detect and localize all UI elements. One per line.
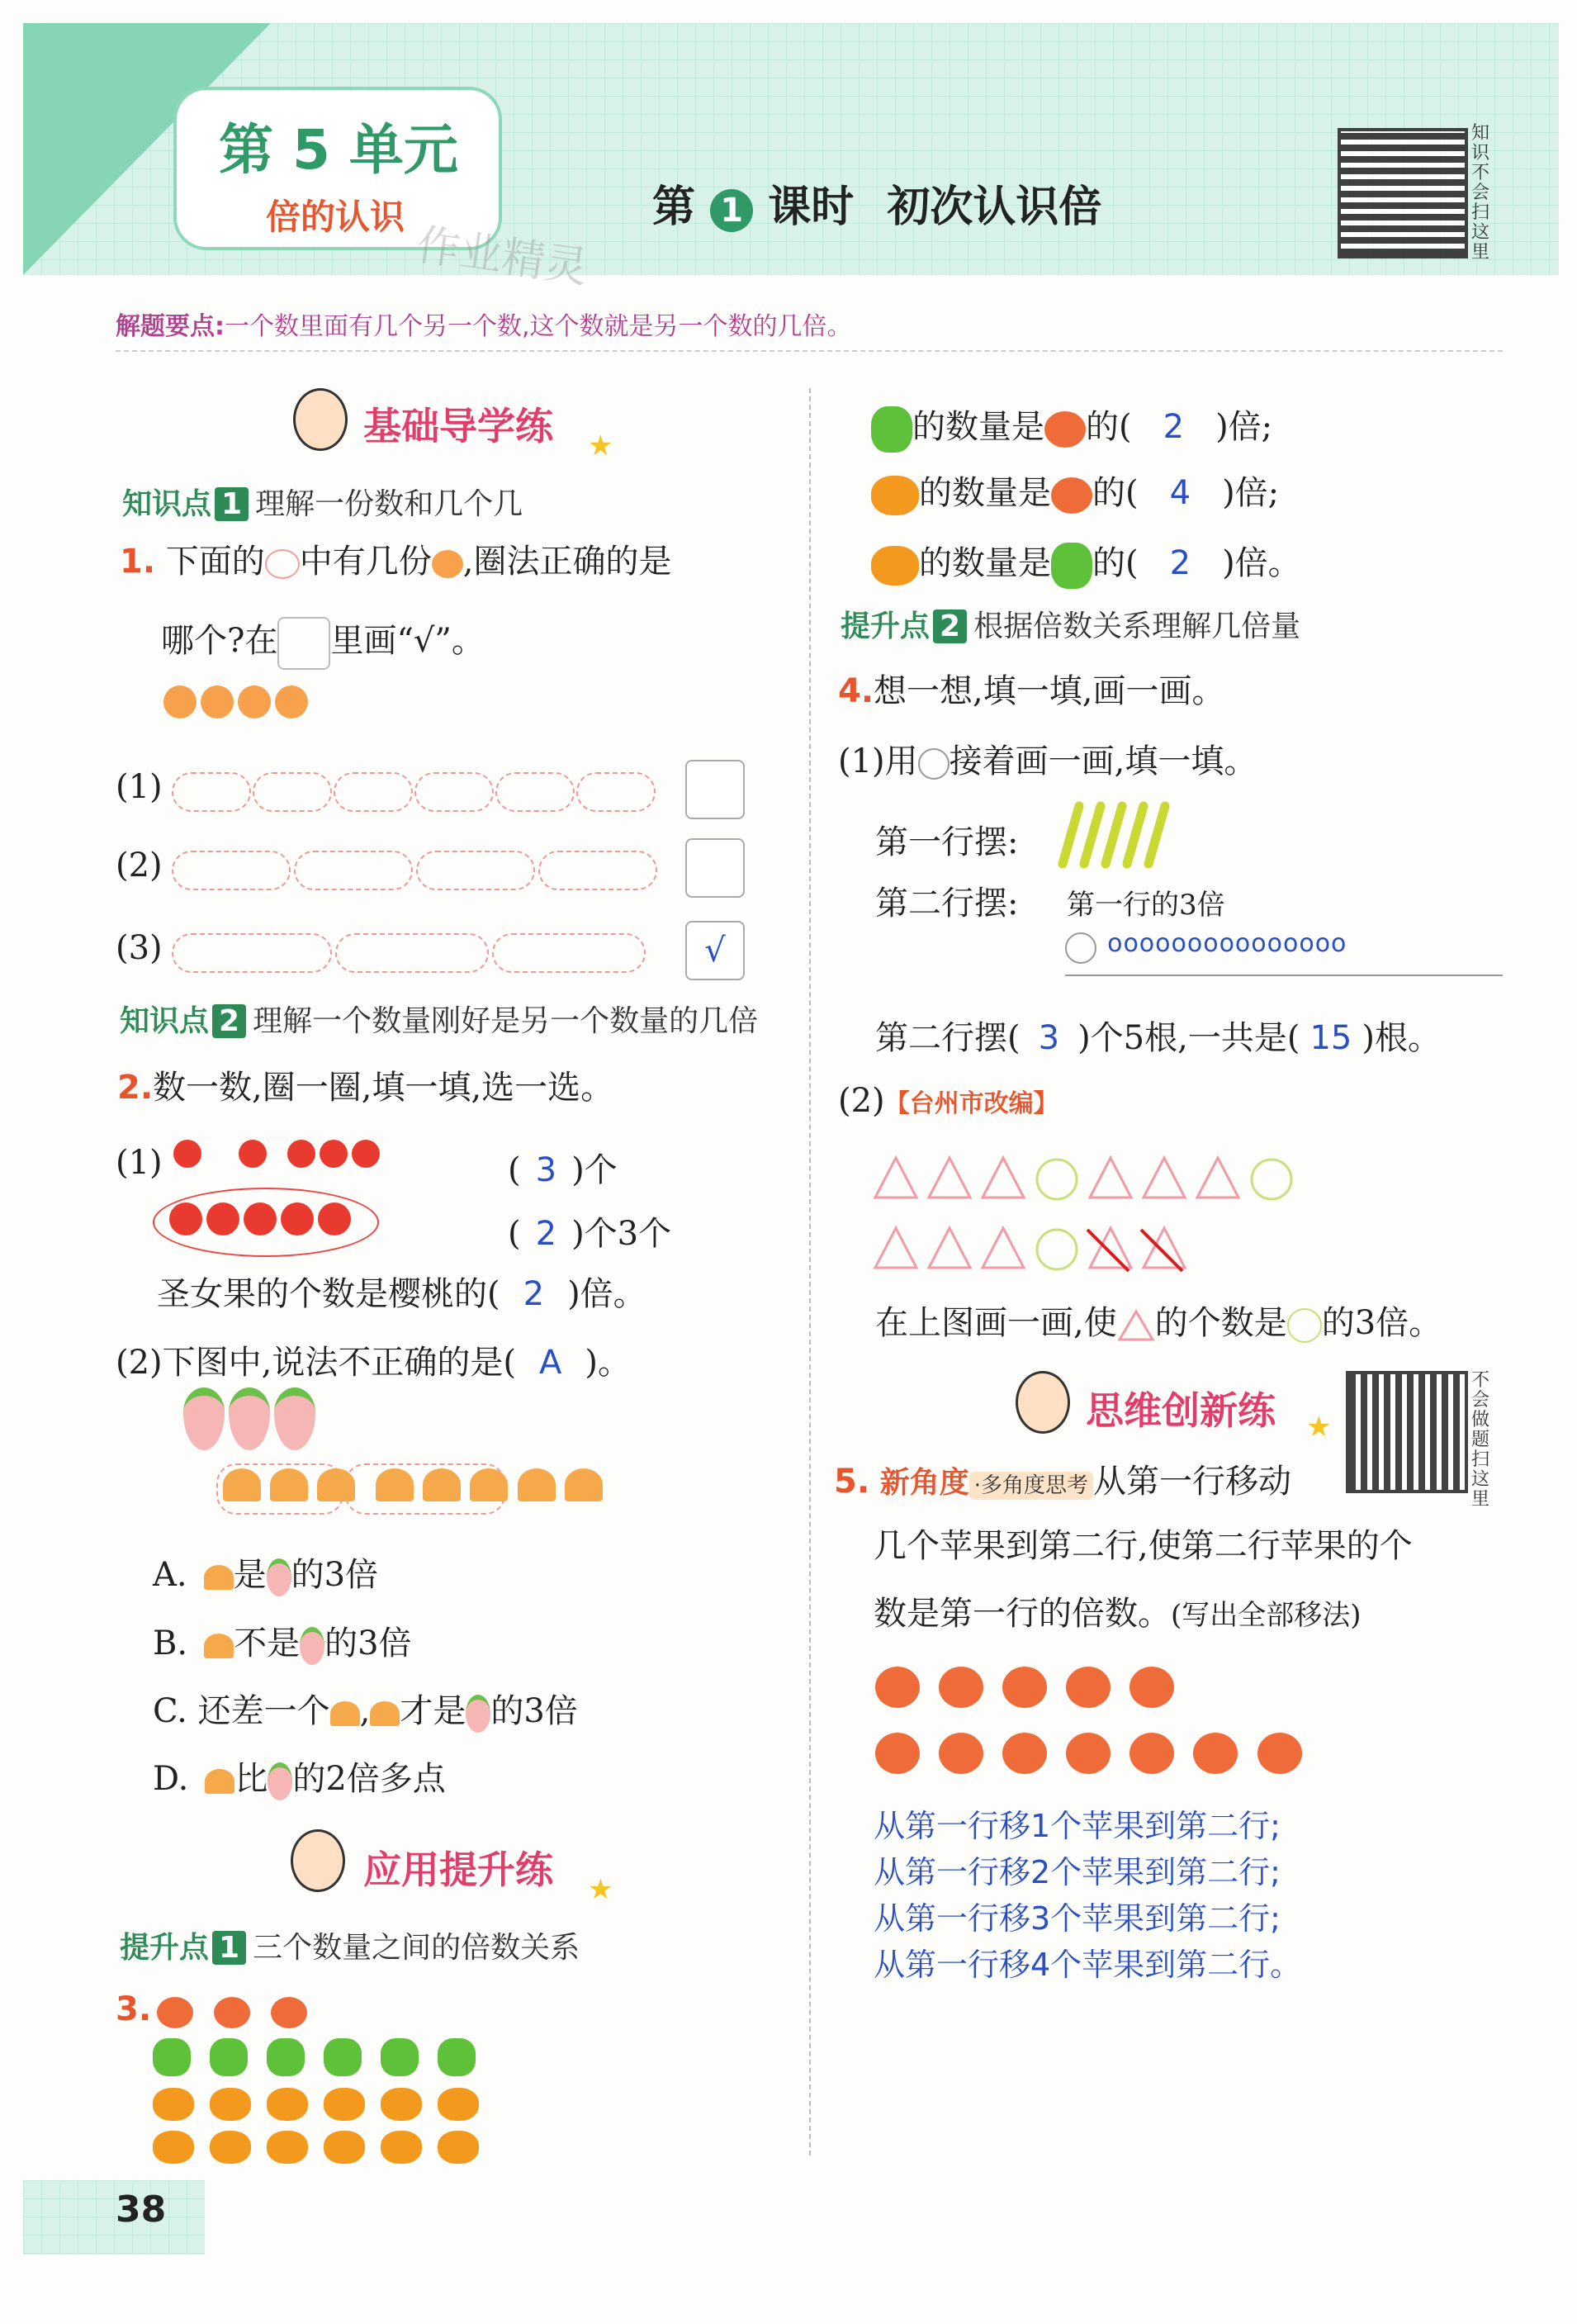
- pumpkin-icon: [381, 2131, 422, 2164]
- q1-answer-box-1[interactable]: [685, 760, 745, 819]
- tomato-icon: [1044, 411, 1086, 448]
- pumpkin-icon: [381, 2088, 422, 2121]
- q4-row1: 第一行摆:: [875, 823, 1019, 861]
- green-pepper-icon: [438, 2038, 476, 2076]
- q3-line3: 的数量是 的( 2 )倍。: [871, 537, 1301, 589]
- mushroom-icon: [470, 1468, 508, 1501]
- pumpkin-icon: [267, 2131, 308, 2164]
- radish-icon: [466, 1695, 490, 1733]
- cherry-tomato-icon: [281, 1202, 314, 1236]
- q3-pumpkin-row: [153, 2088, 479, 2121]
- circle-icon: [918, 748, 950, 780]
- q2-count-2: ( 2 )个3个: [508, 1215, 672, 1253]
- apple-row-1: [875, 1667, 1174, 1708]
- star-icon: ★: [588, 1873, 613, 1906]
- lesson-number-badge: 1: [710, 189, 753, 232]
- mushroom-icon: [223, 1468, 261, 1501]
- tomato-icon: [271, 1997, 307, 2028]
- cherry-tomato-icon: [244, 1202, 277, 1236]
- tomato-icon: [1051, 477, 1092, 514]
- mushroom-icon: [205, 1769, 234, 1794]
- lesson-heading: 第 1 课时 初次认识倍: [652, 183, 1102, 232]
- apple-icon: [939, 1667, 983, 1708]
- q4-shapes-row2: [871, 1218, 1218, 1276]
- page-number: 38: [116, 2189, 167, 2231]
- q1-option-3-label: (3): [116, 929, 163, 967]
- mushroom-row: [223, 1468, 603, 1501]
- q1-answer-box-3[interactable]: √: [685, 921, 745, 980]
- q5-line3: 数是第一行的倍数。(写出全部移法): [874, 1595, 1362, 1633]
- mushroom-icon: [330, 1701, 360, 1726]
- apple-icon: [1129, 1733, 1174, 1774]
- radish-row: [183, 1387, 315, 1450]
- q5-answer-4: 从第一行移4个苹果到第二行。: [874, 1947, 1302, 1983]
- q4-fill: 第二行摆( 3 )个5根,一共是( 15 )根。: [875, 1019, 1441, 1057]
- apple-icon: [875, 1733, 920, 1774]
- cherry-icon: [352, 1140, 380, 1168]
- green-pepper-icon: [381, 2038, 419, 2076]
- q1-option-2-label: (2): [116, 847, 163, 885]
- peach-group: [492, 933, 646, 973]
- green-pepper-icon: [871, 406, 912, 453]
- green-pepper-icon: [324, 2038, 362, 2076]
- pumpkin-icon: [153, 2131, 194, 2164]
- peach-icon: [163, 685, 197, 719]
- peach-icon: [432, 550, 463, 578]
- q1-answer-box-2[interactable]: [685, 838, 745, 898]
- q4-drawn-circles: ooooooooooooooo: [1065, 929, 1503, 976]
- circle-icon: [1065, 932, 1096, 964]
- apple-icon: [939, 1733, 983, 1774]
- q5-answer-3: 从第一行移3个苹果到第二行;: [874, 1900, 1281, 1937]
- pumpkin-icon: [871, 476, 919, 515]
- peach-group: [172, 772, 251, 812]
- apple-icon: [1257, 1733, 1302, 1774]
- qr-side-text: 知识不会扫这里: [1471, 123, 1490, 263]
- peach-group: [576, 772, 656, 812]
- peach-icon: [265, 549, 300, 579]
- knowledge-point-2: 知识点 2 理解一个数量刚好是另一个数量的几倍: [120, 1004, 759, 1038]
- pumpkin-icon: [438, 2088, 479, 2121]
- q5-line1: 5. 新角度 ·多角度思考 从第一行移动: [834, 1463, 1292, 1501]
- unit-title: 第 5 单元: [219, 118, 458, 182]
- radish-icon: [268, 1762, 292, 1800]
- pumpkin-icon: [438, 2131, 479, 2164]
- sticks-icon: [1053, 799, 1177, 870]
- q2-option-c[interactable]: C. 还差一个 , 才是 的3倍: [153, 1685, 578, 1733]
- mushroom-icon: [270, 1468, 308, 1501]
- star-icon: ★: [588, 429, 613, 462]
- apple-row-2: [875, 1733, 1302, 1774]
- column-divider: [809, 388, 811, 2156]
- pumpkin-icon: [153, 2088, 194, 2121]
- peach-group: [294, 851, 413, 890]
- q1-line2: 哪个?在 里画“√”。: [161, 614, 485, 670]
- mushroom-icon: [204, 1634, 234, 1658]
- q4-shapes-row1: [871, 1148, 1333, 1206]
- peach-icon: [238, 685, 271, 719]
- section-apply: 应用提升练: [363, 1847, 553, 1892]
- apple-icon: [1193, 1733, 1238, 1774]
- peach-row: [163, 685, 308, 719]
- q4-part1: (1)用 接着画一画,填一填。: [838, 742, 1257, 780]
- cherry-icons: [173, 1140, 380, 1168]
- cherry-icon: [239, 1140, 267, 1168]
- qr-side-text: 不会做题扫这里: [1471, 1370, 1490, 1510]
- kid-mascot-icon: [291, 1829, 345, 1892]
- q2-part2: (2)下图中,说法不正确的是( A )。: [116, 1344, 631, 1382]
- apple-icon: [1066, 1733, 1111, 1774]
- kid-mascot-icon: [1016, 1371, 1070, 1434]
- peach-group: [334, 772, 413, 812]
- knowledge-point-1: 知识点 1 理解一份数和几个几: [122, 487, 523, 521]
- green-pepper-icon: [210, 2038, 248, 2076]
- cherry-icon: [173, 1140, 201, 1168]
- improvement-point-2: 提升点 2 根据倍数关系理解几倍量: [841, 609, 1301, 643]
- circle-icon: [1287, 1308, 1322, 1343]
- apple-icon: [1002, 1733, 1047, 1774]
- radish-icon: [229, 1387, 270, 1450]
- tomato-icon: [157, 1997, 193, 2028]
- peach-group: [416, 851, 535, 890]
- mushroom-icon: [370, 1701, 400, 1726]
- cherry-tomato-icon: [169, 1202, 202, 1236]
- pumpkin-icon: [210, 2131, 251, 2164]
- q4-row2-note: 第一行的3倍: [1067, 889, 1225, 922]
- q3-pumpkin-row: [153, 2131, 479, 2164]
- radish-icon: [300, 1627, 324, 1665]
- mushroom-icon: [423, 1468, 461, 1501]
- pumpkin-icon: [324, 2088, 365, 2121]
- pumpkin-icon: [267, 2088, 308, 2121]
- cherry-icon: [320, 1140, 348, 1168]
- peach-group: [495, 772, 575, 812]
- pumpkin-icon: [871, 546, 919, 586]
- q3-tomato-row: [157, 1997, 307, 2028]
- cherry-tomato-icon: [206, 1202, 239, 1236]
- peach-icon: [201, 685, 234, 719]
- triangle-icon: [1117, 1309, 1155, 1342]
- q2-part1-label: (1): [116, 1144, 163, 1182]
- q3-pepper-row: [153, 2038, 476, 2076]
- q2-times-sentence: 圣女果的个数是樱桃的( 2 )倍。: [157, 1275, 646, 1313]
- q2-title: 2.数一数,圈一圈,填一填,选一选。: [117, 1069, 614, 1107]
- green-pepper-icon: [153, 2038, 191, 2076]
- q2-option-b[interactable]: B. 不是 的3倍: [153, 1617, 412, 1665]
- peach-group: [172, 851, 291, 890]
- mushroom-icon: [204, 1565, 234, 1590]
- q4-part2: (2)【台州市改编】: [838, 1082, 1058, 1120]
- improvement-point-1: 提升点 1 三个数量之间的倍数关系: [120, 1931, 580, 1965]
- key-point-text: 一个数里面有几个另一个数,这个数就是另一个数的几倍。: [225, 312, 852, 341]
- peach-group: [172, 933, 332, 973]
- answer-box-icon: [277, 617, 330, 670]
- q5-answer-1: 从第一行移1个苹果到第二行;: [874, 1808, 1281, 1844]
- section-think: 思维创新练: [1086, 1388, 1276, 1433]
- section-basic: 基础导学练: [363, 404, 553, 448]
- key-point-box: [116, 304, 1503, 352]
- q4-title: 4.想一想,填一填,画一画。: [838, 672, 1225, 710]
- kid-mascot-icon: [293, 388, 348, 451]
- q1-line1: 1. 下面的 中有几份 ,圈法正确的是: [120, 543, 672, 581]
- q3-number: 3.: [116, 1990, 152, 2028]
- apple-icon: [875, 1667, 920, 1708]
- pumpkin-icon: [210, 2088, 251, 2121]
- green-pepper-icon: [1051, 543, 1092, 589]
- cherry-tomato-icon: [318, 1202, 351, 1236]
- peach-group: [253, 772, 332, 812]
- mushroom-icon: [518, 1468, 556, 1501]
- mushroom-icon: [565, 1468, 603, 1501]
- key-point-label: 解题要点:: [116, 312, 225, 341]
- cherry-icon: [287, 1140, 315, 1168]
- q2-option-a[interactable]: A. 是 的3倍: [153, 1549, 378, 1596]
- peach-group: [538, 851, 657, 890]
- mushroom-icon: [376, 1468, 414, 1501]
- apple-icon: [1002, 1667, 1047, 1708]
- q5-answer-2: 从第一行移2个苹果到第二行;: [874, 1854, 1281, 1890]
- q4-end-sentence: 在上图画一画,使 的个数是 的3倍。: [875, 1304, 1442, 1342]
- star-icon: ★: [1306, 1411, 1332, 1444]
- radish-icon: [183, 1387, 225, 1450]
- q5-line2: 几个苹果到第二行,使第二行苹果的个: [874, 1527, 1413, 1565]
- pumpkin-icon: [324, 2131, 365, 2164]
- page-number-band: [23, 2180, 205, 2255]
- q1-option-1-label: (1): [116, 768, 163, 806]
- radish-icon: [274, 1387, 315, 1450]
- watermark: 作业精灵: [414, 220, 591, 294]
- unit-subtitle: 倍的认识: [266, 197, 405, 237]
- q3-line1: 的数量是 的( 2 )倍;: [871, 401, 1272, 453]
- q2-count-1: ( 3 )个: [508, 1151, 618, 1189]
- green-pepper-icon: [267, 2038, 305, 2076]
- tomato-icons: [169, 1202, 351, 1236]
- radish-icon: [267, 1558, 291, 1596]
- peach-group: [414, 772, 494, 812]
- peach-icon: [275, 685, 308, 719]
- q3-line2: 的数量是 的( 4 )倍;: [871, 467, 1279, 515]
- qr-code[interactable]: [1338, 128, 1468, 258]
- tomato-icon: [214, 1997, 250, 2028]
- apple-icon: [1066, 1667, 1111, 1708]
- q4-row2: 第二行摆:: [875, 885, 1019, 922]
- mushroom-icon: [317, 1468, 355, 1501]
- qr-code[interactable]: [1346, 1371, 1468, 1493]
- apple-icon: [1129, 1667, 1174, 1708]
- q2-option-d[interactable]: D. 比 的2倍多点: [153, 1752, 446, 1800]
- peach-group: [335, 933, 489, 973]
